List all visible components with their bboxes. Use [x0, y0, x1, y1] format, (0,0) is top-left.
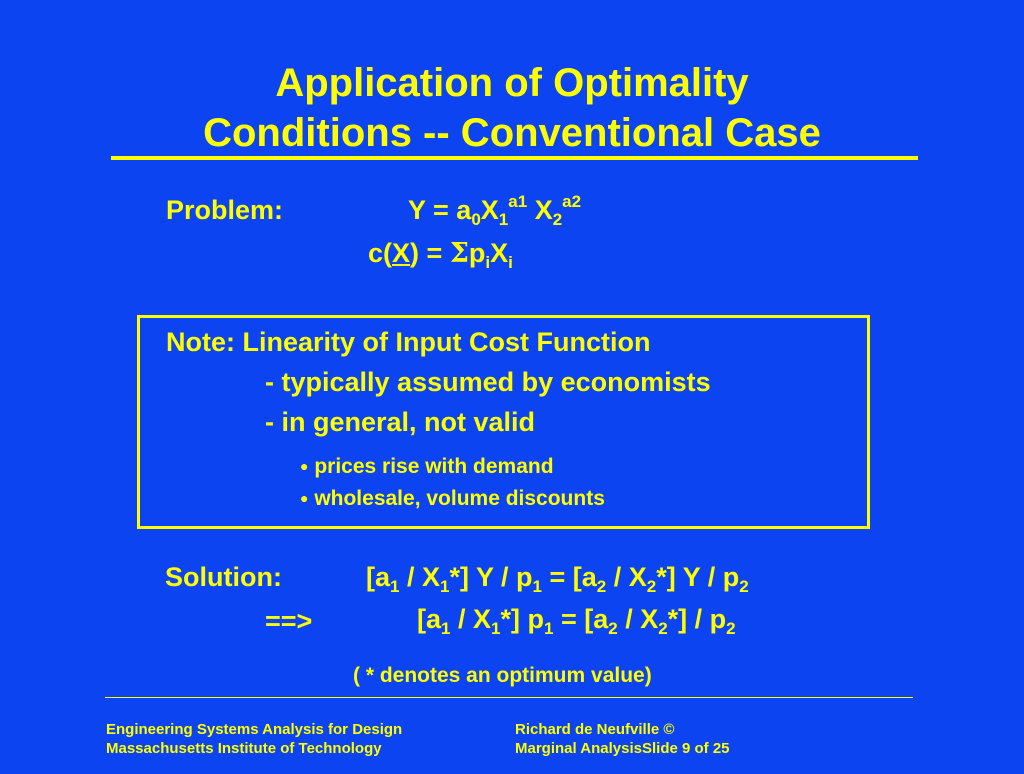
course-name: Engineering Systems Analysis for Design [106, 721, 403, 738]
bullet-item: ● wholesale, volume discounts [300, 487, 605, 510]
bullet-icon: ● [300, 490, 309, 506]
slide-number: Marginal AnalysisSlide 9 of 25 [515, 740, 730, 757]
production-function: $Y = a_0X_1^{a1}$ $X_2^{a2}$ [408, 192, 582, 229]
problem-label: Problem: [166, 195, 284, 225]
note-line-2: - in general, not valid [265, 407, 536, 437]
note-heading: Note: Linearity of Input Cost Function [166, 327, 651, 357]
note-line-1: - typically assumed by economists [265, 367, 711, 397]
footer-right [515, 720, 730, 758]
slide-title [0, 58, 1024, 158]
implies-arrow: ==> [265, 606, 313, 636]
solution-equation-2: $[a_1 / X_1*] p_1 = [a_2 / X_2*] / p_2$ [417, 604, 736, 638]
author: Richard de Neufville © [515, 721, 675, 738]
footer-divider [105, 697, 913, 698]
bullet-item: ● prices rise with demand [300, 455, 554, 478]
solution-label: Solution: [165, 562, 282, 592]
title-line-1: Application of Optimality [275, 61, 749, 105]
bullet-icon: ● [300, 458, 309, 474]
solution-equation-1: $[a_1 / X_1*]$ $Y / p_1 = [a_2 / X_2*]$ Y / $p_2$ [366, 562, 749, 596]
institution: Massachusetts Institute of Technology [106, 740, 382, 757]
footer-left [106, 720, 402, 758]
title-line-2: Conditions -- Conventional Case [203, 111, 821, 155]
optimum-footnote: ( * denotes an optimum value) [353, 664, 652, 687]
cost-function: $c(X) = \Sigma p_iX_i$ [368, 238, 513, 272]
title-underline [111, 156, 918, 160]
